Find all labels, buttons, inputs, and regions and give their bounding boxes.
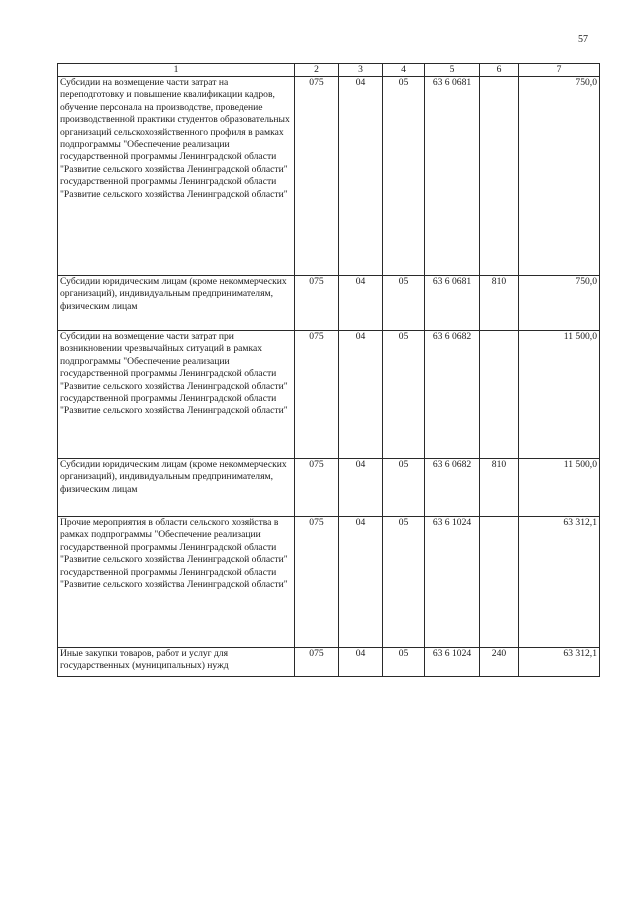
row-description: Субсидии на возмещение части затрат на переподготовку и повышение квалификации кадров, обучение персонала на производстве, проведение производственной практики студентов образовательных организаций сельскохозяйственного профиля в рамках подпрограммы "Обеспечение реализации государственной программы Ленинградской области "Развитие сельского хозяйства Ленинградской области" государственной программы Ленинградской области "Развитие сельского хозяйства Ленинградской области"	[58, 77, 295, 276]
header-cell-4: 4	[383, 64, 425, 77]
budget-table	[57, 63, 600, 677]
row-code-expense-type	[480, 77, 519, 276]
row-amount: 11 500,0	[519, 331, 600, 459]
row-code-target: 63 6 1024	[425, 517, 480, 648]
table-row	[58, 459, 600, 517]
row-code-section: 04	[339, 459, 383, 517]
row-code-admin: 075	[295, 276, 339, 331]
header-cell-2: 2	[295, 64, 339, 77]
row-code-subsection: 05	[383, 459, 425, 517]
row-code-subsection: 05	[383, 276, 425, 331]
table-row	[58, 648, 600, 677]
table-row	[58, 331, 600, 459]
row-code-target: 63 6 0682	[425, 459, 480, 517]
header-cell-7: 7	[519, 64, 600, 77]
row-code-admin: 075	[295, 459, 339, 517]
row-code-target: 63 6 0682	[425, 331, 480, 459]
row-code-subsection: 05	[383, 648, 425, 677]
row-code-section: 04	[339, 276, 383, 331]
header-row	[58, 64, 600, 77]
row-amount: 63 312,1	[519, 648, 600, 677]
row-code-expense-type	[480, 517, 519, 648]
table-row	[58, 276, 600, 331]
row-code-target: 63 6 1024	[425, 648, 480, 677]
row-code-expense-type: 810	[480, 276, 519, 331]
row-description: Субсидии на возмещение части затрат при возникновении чрезвычайных ситуаций в рамках подпрограммы "Обеспечение реализации государственной программы Ленинградской области "Развитие сельского хозяйства Ленинградской области" государственной программы Ленинградской области "Развитие сельского хозяйства Ленинградской области"	[58, 331, 295, 459]
row-code-expense-type: 240	[480, 648, 519, 677]
row-code-subsection: 05	[383, 517, 425, 648]
row-code-admin: 075	[295, 77, 339, 276]
row-code-subsection: 05	[383, 77, 425, 276]
row-code-expense-type: 810	[480, 459, 519, 517]
row-amount: 11 500,0	[519, 459, 600, 517]
header-cell-6: 6	[480, 64, 519, 77]
header-cell-5: 5	[425, 64, 480, 77]
row-code-section: 04	[339, 517, 383, 648]
row-description: Субсидии юридическим лицам (кроме некоммерческих организаций), индивидуальным предпринимателям, физическим лицам	[58, 276, 295, 331]
table-row	[58, 77, 600, 276]
row-description: Субсидии юридическим лицам (кроме некоммерческих организаций), индивидуальным предпринимателям, физическим лицам	[58, 459, 295, 517]
row-code-target: 63 6 0681	[425, 276, 480, 331]
header-cell-3: 3	[339, 64, 383, 77]
row-code-section: 04	[339, 648, 383, 677]
row-description: Иные закупки товаров, работ и услуг для государственных (муниципальных) нужд	[58, 648, 295, 677]
row-amount: 63 312,1	[519, 517, 600, 648]
row-amount: 750,0	[519, 77, 600, 276]
row-amount: 750,0	[519, 276, 600, 331]
row-code-expense-type	[480, 331, 519, 459]
row-code-section: 04	[339, 331, 383, 459]
row-code-section: 04	[339, 77, 383, 276]
row-code-admin: 075	[295, 648, 339, 677]
table-row	[58, 517, 600, 648]
row-code-subsection: 05	[383, 331, 425, 459]
header-cell-1: 1	[58, 64, 295, 77]
row-code-target: 63 6 0681	[425, 77, 480, 276]
row-code-admin: 075	[295, 517, 339, 648]
row-code-admin: 075	[295, 331, 339, 459]
row-description: Прочие мероприятия в области сельского хозяйства в рамках подпрограммы "Обеспечение реализации государственной программы Ленинградской области "Развитие сельского хозяйства Ленинградской области" государственной программы Ленинградской области "Развитие сельского хозяйства Ленинградской области"	[58, 517, 295, 648]
page-number: 57	[578, 34, 588, 45]
